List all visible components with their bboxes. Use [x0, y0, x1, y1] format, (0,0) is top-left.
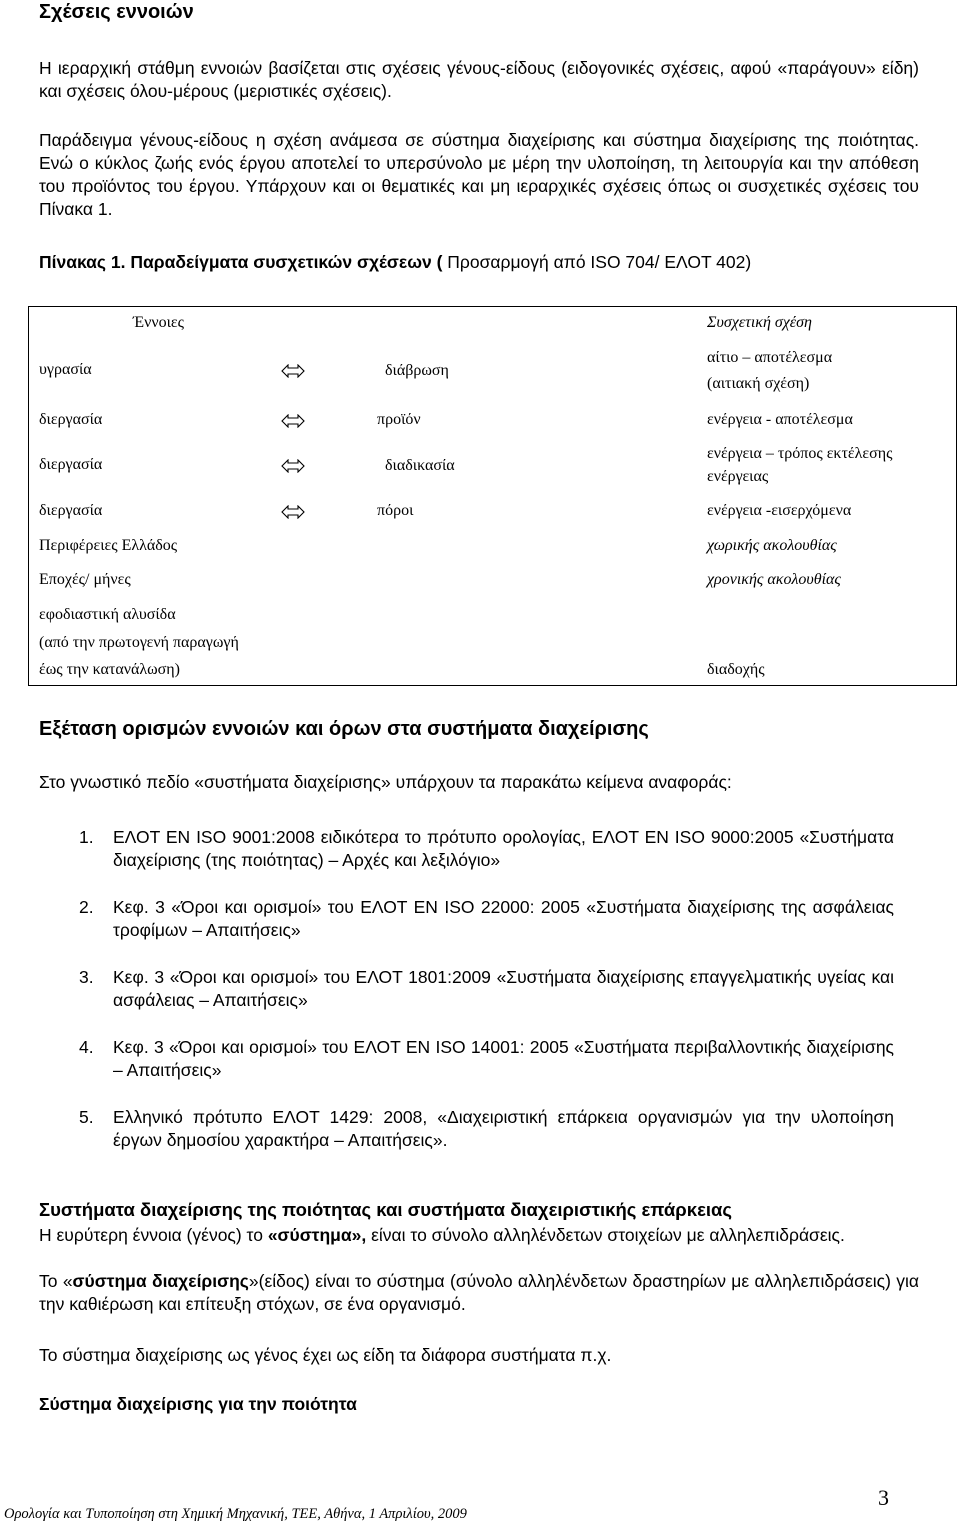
double-arrow-icon [281, 505, 305, 519]
list-item-text: Ελληνικό πρότυπο ΕΛΟΤ 1429: 2008, «Διαχειριστική επάρκεια οργανισμών για την υλοποίηση έργων δημοσίου χαρακτήρα – Απαιτήσεις». [113, 1107, 894, 1150]
row2-relation: ενέργεια - αποτέλεσμα [707, 411, 853, 428]
row2-concept-b: προϊόν [377, 411, 421, 428]
row5-concept-a: Περιφέρειες Ελλάδος [39, 537, 178, 554]
row7-relation: διαδοχής [707, 661, 765, 678]
row6-concept-a: Εποχές/ μήνες [39, 571, 131, 588]
list-item-text: Κεφ. 3 «Όροι και ορισμοί» του ΕΛΟΤ 1801:2009 «Συστήματα διαχείρισης επαγγελματικής υγείας και ασφάλειας – Απαιτήσεις» [113, 967, 894, 1010]
row7-concept-a-line3: έως την κατανάλωση) [39, 661, 180, 678]
double-arrow-icon [281, 459, 305, 473]
row1-relation-line2: (αιτιακή σχέση) [707, 375, 810, 392]
list-item-text: Κεφ. 3 «Όροι και ορισμοί» του ΕΛΟΤ EN ISO 14001: 2005 «Συστήματα περιβαλλοντικής διαχείρισης – Απαιτήσεις» [113, 1037, 894, 1080]
section-heading-concept-relations: Σχέσεις εννοιών [39, 1, 194, 23]
list-item [79, 1106, 894, 1152]
section-heading-quality-systems: Συστήματα διαχείρισης της ποιότητας και συστήματα διαχειριστικής επάρκειας [39, 1199, 732, 1220]
list-item [79, 896, 894, 942]
list-item-text: ΕΛΟΤ EN ISO 9001:2008 ειδικότερα το πρότυπο ορολογίας, ΕΛΟΤ EN ISO 9000:2005 «Συστήματα διαχείρισης (της ποιότητας) – Αρχές και λεξιλόγιο» [113, 827, 894, 870]
list-item [79, 1036, 894, 1082]
list-item-text: Κεφ. 3 «Όροι και ορισμοί» του ΕΛΟΤ EN ISO 22000: 2005 «Συστήματα διαχείρισης της ασφάλειας τροφίμων – Απαιτήσεις» [113, 897, 894, 940]
text-span: είναι το σύνολο αλληλένδετων στοιχείων με αλληλεπιδράσεις. [366, 1225, 845, 1245]
double-arrow-icon [281, 414, 305, 428]
row1-concept-b: διάβρωση [385, 362, 449, 379]
list-item-number: 4. [79, 1037, 94, 1057]
row3-relation-line1: ενέργεια – τρόπος εκτέλεσης [707, 445, 893, 462]
row1-concept-a: υγρασία [39, 361, 92, 378]
row3-concept-a: διεργασία [39, 456, 103, 473]
page-number: 3 [878, 1485, 889, 1510]
list-item [79, 826, 894, 872]
list-item-number: 2. [79, 897, 94, 917]
row1-relation-line1: αίτιο – αποτέλεσμα [707, 349, 833, 366]
text-span: Το « [39, 1271, 73, 1291]
row4-concept-a: διεργασία [39, 502, 103, 519]
row3-relation-line2: ενέργειας [707, 468, 769, 485]
row4-concept-b: πόροι [377, 502, 414, 519]
text-span: Η ευρύτερη έννοια (γένος) το [39, 1225, 268, 1245]
row7-concept-a-line2: (από την πρωτογενή παραγωγή [39, 634, 239, 651]
row3-concept-b: διαδικασία [385, 457, 455, 474]
header-concepts: Έννοιες [133, 314, 184, 331]
paragraph-management-system-definition [39, 1270, 919, 1316]
subheading-quality-system: Σύστημα διαχείρισης για την ποιότητα [39, 1394, 357, 1414]
page-footer: Ορολογία και Τυποποίηση στη Χημική Μηχανική, ΤΕΕ, Αθήνα, 1 Απριλίου, 2009 [4, 1506, 467, 1522]
paragraph-genus-species-example: Παράδειγμα γένους-είδους η σχέση ανάμεσα σε σύστημα διαχείρισης και σύστημα διαχείρισης της ποιότητας. Ενώ ο κύκλος ζωής ενός έργου αποτελεί το υπερσύνολο με μέρη την υλοποίηση, τη λειτουργία και την απόθεση του προϊόντος του έργου. Υπάρχουν και οι θεματικές και μη ιεραρχικές σχέσεις όπως οι συσχετικές σχέσεις του Πίνακα 1. [39, 130, 919, 219]
text-span-bold: σύστημα διαχείρισης [72, 1271, 249, 1291]
paragraph-system-definition [39, 1224, 919, 1247]
relations-table [28, 306, 957, 686]
paragraph-references-intro: Στο γνωστικό πεδίο «συστήματα διαχείρισης» υπάρχουν τα παρακάτω κείμενα αναφοράς: [39, 772, 732, 792]
row5-relation: χωρικής ακολουθίας [707, 537, 837, 554]
row6-relation: χρονικής ακολουθίας [707, 571, 841, 588]
double-arrow-icon [281, 364, 305, 378]
list-item-number: 3. [79, 967, 94, 987]
row4-relation: ενέργεια -εισερχόμενα [707, 502, 852, 519]
text-span-bold: «σύστημα», [267, 1225, 367, 1245]
table-caption [39, 252, 751, 273]
table-caption-bold: Πίνακας 1. Παραδείγματα συσχετικών σχέσεων ( [39, 252, 443, 272]
list-item-number: 1. [79, 827, 94, 847]
text-span: »(είδος) είναι το σύστημα (σύνολο αλληλένδετων δραστηρίων με αλληλεπιδράσεις) για την καθιέρωση και επίτευξη στόχων, σε ένα οργανισμό. [39, 1271, 919, 1314]
row2-concept-a: διεργασία [39, 411, 103, 428]
header-relation: Συσχετική σχέση [707, 314, 812, 331]
table-caption-source: Προσαρμογή από ISO 704/ ΕΛΟΤ 402) [442, 252, 752, 272]
section-heading-definitions: Εξέταση ορισμών εννοιών και όρων στα συστήματα διαχείρισης [39, 718, 649, 740]
list-item [79, 966, 894, 1012]
list-item-number: 5. [79, 1107, 94, 1127]
paragraph-genus-kinds: Το σύστημα διαχείρισης ως γένος έχει ως είδη τα διάφορα συστήματα π.χ. [39, 1345, 612, 1365]
row7-concept-a-line1: εφοδιαστική αλυσίδα [39, 606, 176, 623]
paragraph-hierarchy: Η ιεραρχική στάθμη εννοιών βασίζεται στις σχέσεις γένους-είδους (ειδογονικές σχέσεις, αφού «παράγουν» είδη) και σχέσεις όλου-μέρους (μεριστικές σχέσεις). [39, 58, 919, 101]
